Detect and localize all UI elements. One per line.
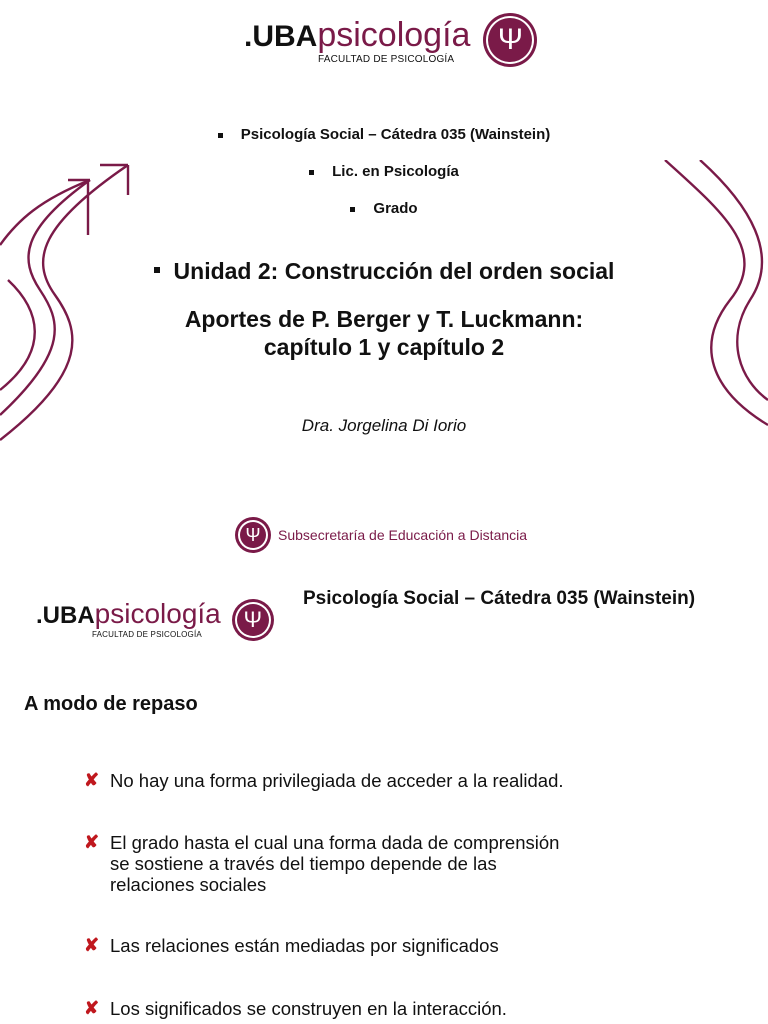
list-item: ✘ No hay una forma privilegiada de acceder a la realidad.	[84, 770, 564, 791]
logo-uba-text: .UBA	[244, 20, 318, 53]
bullet-course: Psicología Social – Cátedra 035 (Wainstein)	[0, 126, 768, 143]
x-mark-icon: ✘	[84, 998, 100, 1018]
x-mark-icon: ✘	[84, 935, 100, 955]
subsecretaria-text: Subsecretaría de Educación a Distancia	[278, 527, 528, 543]
decorative-arrow-left	[0, 150, 140, 450]
uba-psicologia-logo	[36, 600, 271, 639]
list-item: ✘ El grado hasta el cual una forma dada de comprensión se sostiene a través del tiempo depende de las relaciones sociales	[84, 832, 560, 895]
logo-faculty-text: FACULTAD DE PSICOLOGÍA	[92, 630, 202, 639]
bullet-degree: Lic. en Psicología	[0, 163, 768, 180]
author-name: Dra. Jorgelina Di Iorio	[301, 416, 467, 435]
psi-logo-icon: Ψ	[235, 602, 271, 638]
subsecretaria-logo	[238, 520, 527, 550]
logo-uba-text: .UBA	[36, 602, 95, 629]
logo-faculty-text: FACULTAD DE PSICOLOGÍA	[318, 54, 455, 65]
psi-logo-icon: Ψ	[238, 520, 268, 550]
psi-logo-icon: Ψ	[486, 16, 534, 64]
slide-subtitle: Aportes de P. Berger y T. Luckmann: capítulo 1 y capítulo 2	[184, 306, 584, 360]
uba-psicologia-logo	[244, 18, 534, 65]
section-title: A modo de repaso	[24, 693, 198, 715]
logo-psicologia-text: psicología	[94, 598, 221, 629]
course-header: Psicología Social – Cátedra 035 (Wainstein)	[303, 588, 696, 609]
logo-psicologia-text: psicología	[317, 16, 471, 54]
bullet-level: Grado	[0, 200, 768, 217]
x-mark-icon: ✘	[84, 832, 100, 852]
list-item: ✘ Los significados se construyen en la interacción.	[84, 998, 507, 1019]
unit-title: Unidad 2: Construcción del orden social	[0, 258, 768, 285]
list-item: ✘ Las relaciones están mediadas por significados	[84, 935, 499, 956]
x-mark-icon: ✘	[84, 770, 100, 790]
review-slide	[0, 560, 768, 1024]
